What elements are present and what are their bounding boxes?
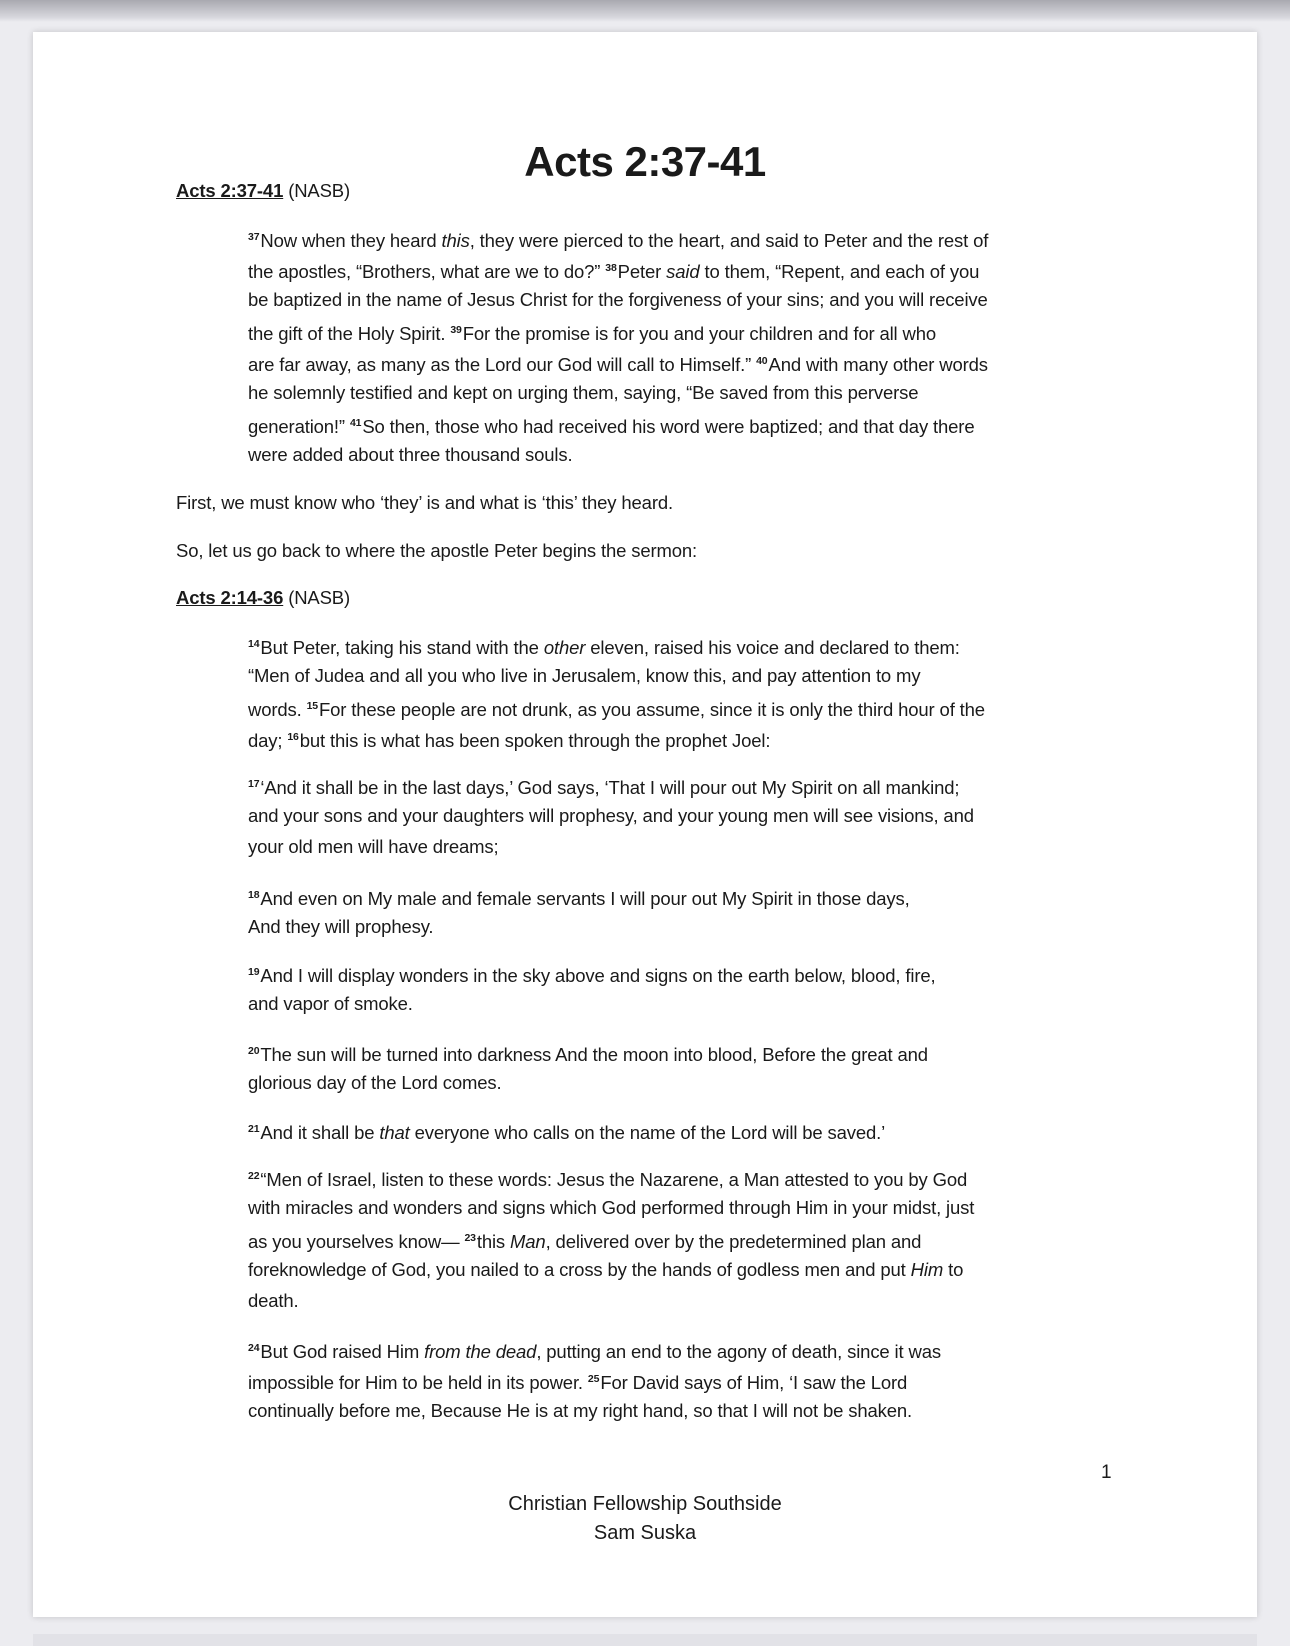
- text-line: [248, 439, 988, 470]
- text: But God raised Him: [260, 1340, 425, 1362]
- scripture-passage: [248, 222, 988, 470]
- verse-number: 41: [349, 416, 362, 429]
- verse-number: 37: [248, 230, 260, 243]
- text-line: [248, 346, 988, 377]
- text: and vapor of smoke.: [248, 992, 413, 1014]
- scripture-passage: [248, 957, 935, 1019]
- scripture-reference: [176, 582, 350, 613]
- paragraph: [176, 535, 697, 566]
- text-line: [248, 691, 985, 722]
- text: But Peter, taking his stand with the: [260, 636, 544, 658]
- text-line: [248, 1223, 974, 1254]
- text-line: [248, 1395, 941, 1426]
- text-line: [248, 1192, 974, 1223]
- verse-number: 17: [248, 777, 260, 790]
- footer-organization: Christian Fellowship Southside: [508, 1493, 782, 1515]
- text-line: [248, 315, 988, 346]
- text-line: [248, 988, 935, 1019]
- verse-number: 16: [287, 730, 299, 743]
- verse-number: 38: [605, 261, 617, 274]
- text: the apostles, “Brothers, what are we to do?”: [248, 260, 606, 282]
- text: he solemnly testified and kept on urging them, saying, “Be saved from this perverse: [248, 381, 919, 403]
- text-line: [176, 487, 673, 518]
- text: “Men of Israel, listen to these words: Jesus the Nazarene, a Man attested to you by God: [260, 1168, 968, 1190]
- text: were added about three thousand souls.: [248, 443, 573, 465]
- text: For David says of Him, ‘I saw the Lord: [600, 1371, 908, 1393]
- text-line: [248, 1114, 885, 1145]
- text: ‘And it shall be in the last days,’ God says, ‘That I will pour out My Spirit on all mankind;: [260, 776, 960, 798]
- verse-number: 23: [464, 1231, 476, 1244]
- verse-number: 19: [248, 965, 260, 978]
- text: day;: [248, 729, 288, 751]
- scripture-passage: [248, 880, 910, 942]
- italic-text: Him: [910, 1258, 944, 1280]
- text: your old men will have dreams;: [248, 835, 499, 857]
- text: and your sons and your daughters will prophesy, and your young men will see visions, and: [248, 804, 974, 826]
- page-title: Acts 2:37-41: [524, 138, 766, 185]
- text: eleven, raised his voice and declared to them:: [585, 636, 960, 658]
- text: For these people are not drunk, as you assume, since it is only the third hour of the: [318, 698, 985, 720]
- scripture-passage: [248, 1333, 941, 1426]
- reference-link[interactable]: Acts 2:14-36: [176, 586, 284, 608]
- verse-number: 21: [248, 1122, 260, 1135]
- text-line: [248, 880, 910, 911]
- verse-number: 18: [248, 888, 260, 901]
- text-line: [176, 175, 350, 206]
- text: , they were pierced to the heart, and said to Peter and the rest of: [469, 229, 989, 251]
- text: “Men of Judea and all you who live in Jerusalem, know this, and pay attention to my: [248, 664, 921, 686]
- scripture-reference: [176, 175, 350, 206]
- text: , putting an end to the agony of death, since it was: [536, 1340, 941, 1362]
- text: to them, “Repent, and each of you: [699, 260, 980, 282]
- italic-text: said: [666, 260, 700, 282]
- text: And even on My male and female servants I will pour out My Spirit in those days,: [260, 887, 910, 909]
- text-line: [248, 253, 988, 284]
- text: words.: [248, 698, 307, 720]
- text: foreknowledge of God, you nailed to a cross by the hands of godless men and put: [248, 1258, 911, 1280]
- footer: [33, 1490, 1257, 1548]
- verse-number: 40: [756, 354, 768, 367]
- next-page-edge: [33, 1634, 1257, 1646]
- text-line: [248, 1254, 974, 1285]
- italic-text: that: [379, 1121, 410, 1143]
- text-line: [248, 1161, 974, 1192]
- text-line: [248, 1333, 941, 1364]
- window-top-shadow: [0, 0, 1290, 22]
- text-line: [248, 831, 974, 862]
- text-line: [248, 769, 974, 800]
- scripture-passage: [248, 1114, 885, 1145]
- text: be baptized in the name of Jesus Christ for the forgiveness of your sins; and you will receive: [248, 288, 988, 310]
- text-line: [248, 660, 985, 691]
- text-line: [248, 1067, 928, 1098]
- text: For the promise is for you and your children and for all who: [462, 322, 936, 344]
- text: death.: [248, 1289, 299, 1311]
- verse-number: 25: [587, 1372, 600, 1385]
- text: Peter: [617, 260, 667, 282]
- scripture-passage: [248, 1161, 974, 1316]
- text-line: [248, 911, 910, 942]
- text-line: [248, 1285, 974, 1316]
- text-line: [248, 957, 935, 988]
- text: So then, those who had received his word were baptized; and that day there: [362, 415, 975, 437]
- scripture-passage: [248, 629, 985, 753]
- italic-text: from the dead: [424, 1340, 537, 1362]
- italic-text: this: [441, 229, 470, 251]
- text: are far away, as many as the Lord our God will call to Himself.”: [248, 353, 757, 375]
- text: And they will prophesy.: [248, 915, 434, 937]
- text: with miracles and wonders and signs which God performed through Him in your midst, just: [248, 1196, 975, 1218]
- text: everyone who calls on the name of the Lord will be saved.’: [409, 1121, 886, 1143]
- verse-number: 15: [306, 699, 318, 712]
- scripture-passage: [248, 769, 974, 862]
- text-line: [248, 284, 988, 315]
- footer-author: Sam Suska: [593, 1522, 697, 1544]
- document-page: [33, 32, 1257, 1617]
- verse-number: 22: [248, 1169, 260, 1182]
- text: And I will display wonders in the sky above and signs on the earth below, blood, fire,: [260, 964, 936, 986]
- text: (NASB): [283, 179, 351, 201]
- verse-number: 24: [248, 1341, 260, 1354]
- text: Now when they heard: [260, 229, 442, 251]
- text: to: [943, 1258, 964, 1280]
- text: the gift of the Holy Spirit.: [248, 322, 451, 344]
- text-line: [248, 377, 988, 408]
- italic-text: Man: [510, 1230, 546, 1252]
- text: this: [476, 1230, 511, 1252]
- text: (NASB): [283, 586, 351, 608]
- text: as you yourselves know—: [248, 1230, 465, 1252]
- text-line: [248, 222, 988, 253]
- text: So, let us go back to where the apostle Peter begins the sermon:: [176, 539, 698, 561]
- verse-number: 20: [248, 1044, 260, 1057]
- text: but this is what has been spoken through the prophet Joel:: [299, 729, 771, 751]
- verse-number: 39: [450, 323, 462, 336]
- text-line: [248, 629, 985, 660]
- verse-number: 14: [248, 637, 260, 650]
- text: And it shall be: [260, 1121, 380, 1143]
- text-line: [248, 1364, 941, 1395]
- text: And with many other words: [768, 353, 988, 375]
- text-line: [248, 800, 974, 831]
- reference-link[interactable]: Acts 2:37-41: [176, 179, 284, 201]
- text-line: [176, 535, 697, 566]
- page-number: 1: [1101, 1462, 1112, 1483]
- text: generation!”: [248, 415, 350, 437]
- text: First, we must know who ‘they’ is and what is ‘this’ they heard.: [176, 491, 673, 513]
- scripture-passage: [248, 1036, 928, 1098]
- text: glorious day of the Lord comes.: [248, 1071, 502, 1093]
- italic-text: other: [543, 636, 586, 658]
- text-line: [248, 1036, 928, 1067]
- text: impossible for Him to be held in its power.: [248, 1371, 588, 1393]
- paragraph: [176, 487, 673, 518]
- text-line: [248, 722, 985, 753]
- text-line: [248, 408, 988, 439]
- text: continually before me, Because He is at my right hand, so that I will not be shaken.: [248, 1399, 913, 1421]
- text: , delivered over by the predetermined plan and: [545, 1230, 922, 1252]
- text: The sun will be turned into darkness And the moon into blood, Before the great and: [260, 1043, 928, 1065]
- text-line: [176, 582, 350, 613]
